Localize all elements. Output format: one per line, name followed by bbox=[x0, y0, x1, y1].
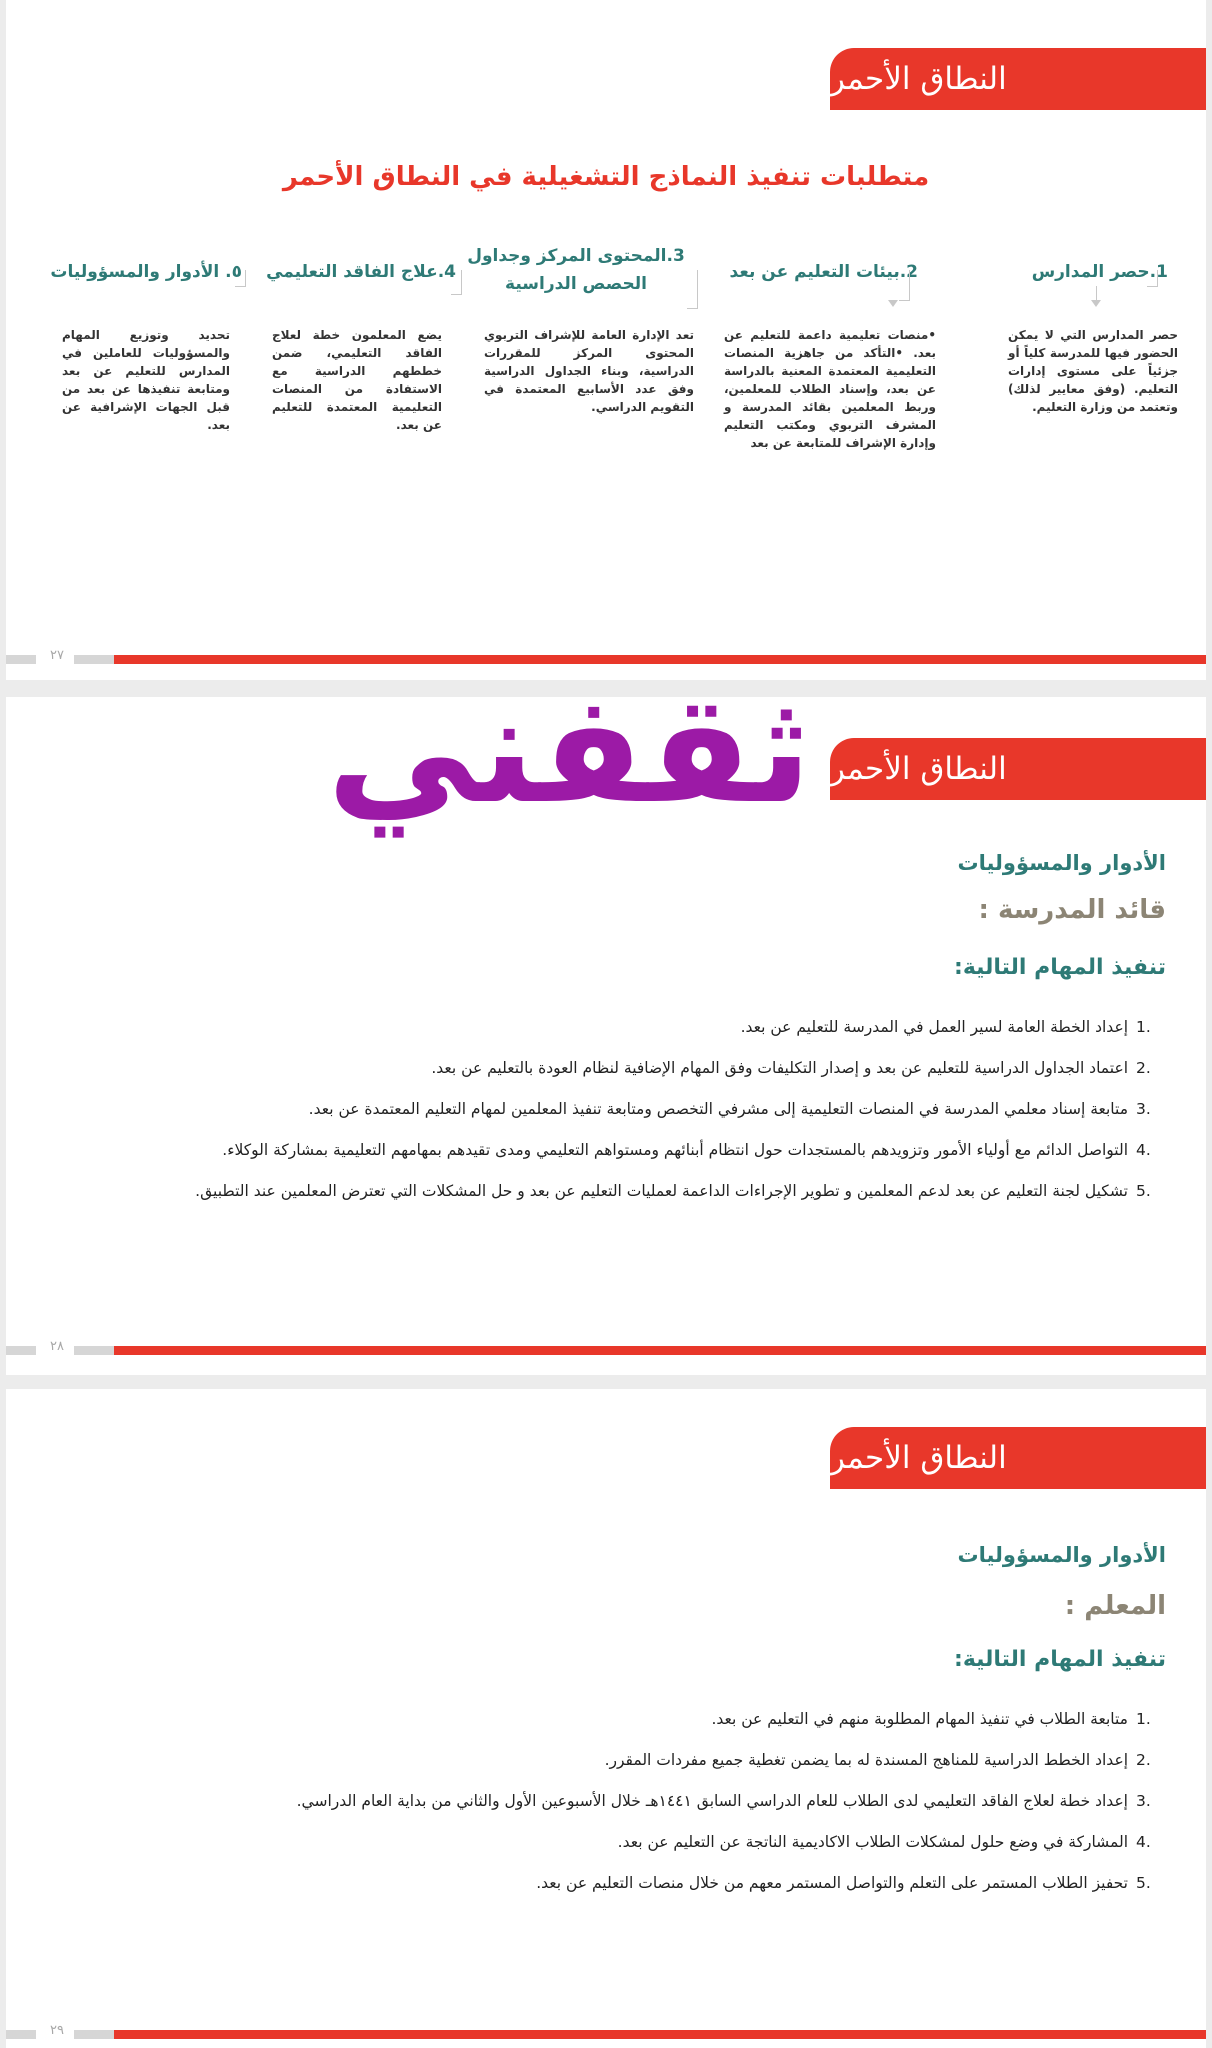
column-title-learning-loss: 4.علاج الفاقد التعليمي bbox=[266, 262, 456, 282]
column-title-content: 3.المحتوى المركز وجداول الحصص الدراسية bbox=[467, 246, 685, 294]
page-number: ٢٩ bbox=[50, 2023, 64, 2038]
section-heading: الأدوار والمسؤوليات bbox=[957, 851, 1166, 875]
arrow-down-icon bbox=[1091, 300, 1101, 307]
list-item: 2. إعداد الخطط الدراسية للمناهج المسندة له بما يضمن تغطية جميع مفردات المقرر. bbox=[604, 1751, 1151, 1769]
footer-bar bbox=[114, 2030, 1206, 2039]
list-item: 3. إعداد خطة لعلاج الفاقد التعليمي لدى الطلاب للعام الدراسي السابق ١٤٤١هـ خلال الأسبوعين الأول والثاني من بداية العام الدراسي. bbox=[296, 1792, 1151, 1810]
column-body-schools: حصر المدارس التي لا يمكن الحضور فيها للمدرسة كلياً أو جزئياً على مستوى إدارات التعليم. (وفق معايير لذلك) وتعتمد من وزارة التعليم. bbox=[1008, 328, 1178, 414]
column-title-schools: 1.حصر المدارس bbox=[1031, 262, 1168, 282]
list-item: 3. متابعة إسناد معلمي المدرسة في المنصات التعليمية إلى مشرفي التخصص ومتابعة تنفيذ المعلمين لمهام التعليم المعتمدة عن بعد. bbox=[308, 1100, 1151, 1118]
tasks-heading: تنفيذ المهام التالية: bbox=[954, 955, 1166, 980]
list-item: 1. إعداد الخطة العامة لسير العمل في المدرسة للتعليم عن بعد. bbox=[740, 1018, 1151, 1036]
slide-title: متطلبات تنفيذ النماذج التشغيلية في النطاق الأحمر bbox=[282, 162, 930, 192]
column-body-learning-loss: يضع المعلمون خطة لعلاج الفاقد التعليمي، ضمن خططهم الدراسية مع الاستفادة من المنصات التعليمية المعتمدة للتعليم عن بعد. bbox=[272, 328, 442, 432]
column-body-content: تعد الإدارة العامة للإشراف التربوي المحتوى المركز للمقررات الدراسية، وبناء الجداول الدراسية وفق عدد الأسابيع المعتمدة في التقويم الدراسي. bbox=[484, 328, 694, 414]
arrow-down-icon bbox=[888, 300, 898, 307]
column-body-roles: تحديد وتوزيع المهام والمسؤوليات للعاملين في المدارس للتعليم عن بعد ومتابعة تنفيذها عن بعد من قبل الجهات الإشرافية عن بعد. bbox=[62, 328, 230, 432]
section-heading: الأدوار والمسؤوليات bbox=[957, 1543, 1166, 1567]
footer-stub bbox=[6, 2030, 36, 2039]
tasks-heading: تنفيذ المهام التالية: bbox=[954, 1647, 1166, 1672]
list-item: 2. اعتماد الجداول الدراسية للتعليم عن بعد و إصدار التكليفات وفق المهام الإضافية لنظام العودة بالتعليم عن بعد. bbox=[431, 1059, 1151, 1077]
list-item: 5. تحفيز الطلاب المستمر على التعلم والتواصل المستمر معهم من خلال منصات التعليم عن بعد. bbox=[536, 1874, 1151, 1892]
slide-banner: النطاق الأحمر bbox=[830, 738, 1206, 800]
task-list bbox=[156, 1699, 1166, 1904]
footer-bar bbox=[114, 1346, 1206, 1355]
footer-bar-gray bbox=[74, 655, 114, 664]
task-list bbox=[156, 1007, 1166, 1212]
column-body-environments: •منصات تعليمية داعمة للتعليم عن بعد. •التأكد من جاهزية المنصات التعليمية المعتمدة المعنية بالدراسة عن بعد، وإسناد الطلاب للمعلمين، وربط المعلمين بقائد المدرسة و المشرف التربوي ومكتب التعليم وإدارة الإشراف للمتابعة عن بعد bbox=[724, 328, 936, 450]
list-item: 4. المشاركة في وضع حلول لمشكلات الطلاب الاكاديمية الناتجة عن التعليم عن بعد. bbox=[617, 1833, 1151, 1851]
slide-banner: النطاق الأحمر bbox=[830, 48, 1206, 110]
footer-stub bbox=[6, 1346, 36, 1355]
role-heading: قائد المدرسة : bbox=[978, 895, 1166, 925]
slide-27 bbox=[6, 0, 1206, 680]
connector bbox=[451, 270, 462, 295]
connector bbox=[235, 270, 246, 287]
list-item: 4. التواصل الدائم مع أولياء الأمور وتزويدهم بالمستجدات حول انتظام أبنائهم ومستواهم التعليمي ومدى تقيدهم بمهامهم التعليمية بمشاركة الوكلاء. bbox=[222, 1141, 1151, 1159]
role-heading: المعلم : bbox=[1064, 1591, 1166, 1621]
page-number: ٢٨ bbox=[50, 1339, 64, 1354]
footer-bar-gray bbox=[74, 2030, 114, 2039]
page-number: ٢٧ bbox=[50, 648, 64, 663]
slide-29 bbox=[6, 1389, 1206, 2048]
column-title-roles: ٥. الأدوار والمسؤوليات bbox=[50, 262, 242, 282]
footer-bar-gray bbox=[74, 1346, 114, 1355]
connector bbox=[687, 270, 698, 309]
slide-banner: النطاق الأحمر bbox=[830, 1427, 1206, 1489]
column-title-environments: 2.بيئات التعليم عن بعد bbox=[729, 262, 918, 282]
watermark-text: ثقفني bbox=[326, 663, 812, 837]
list-item: 1. متابعة الطلاب في تنفيذ المهام المطلوبة منهم في التعليم عن بعد. bbox=[711, 1710, 1151, 1728]
footer-stub bbox=[6, 655, 36, 664]
list-item: 5. تشكيل لجنة التعليم عن بعد لدعم المعلمين و تطوير الإجراءات الداعمة لعمليات التعليم عن بعد و حل المشكلات التي تعترض المعلمين عند التطبيق. bbox=[195, 1182, 1151, 1200]
connector bbox=[899, 270, 910, 301]
connector bbox=[1147, 270, 1158, 287]
